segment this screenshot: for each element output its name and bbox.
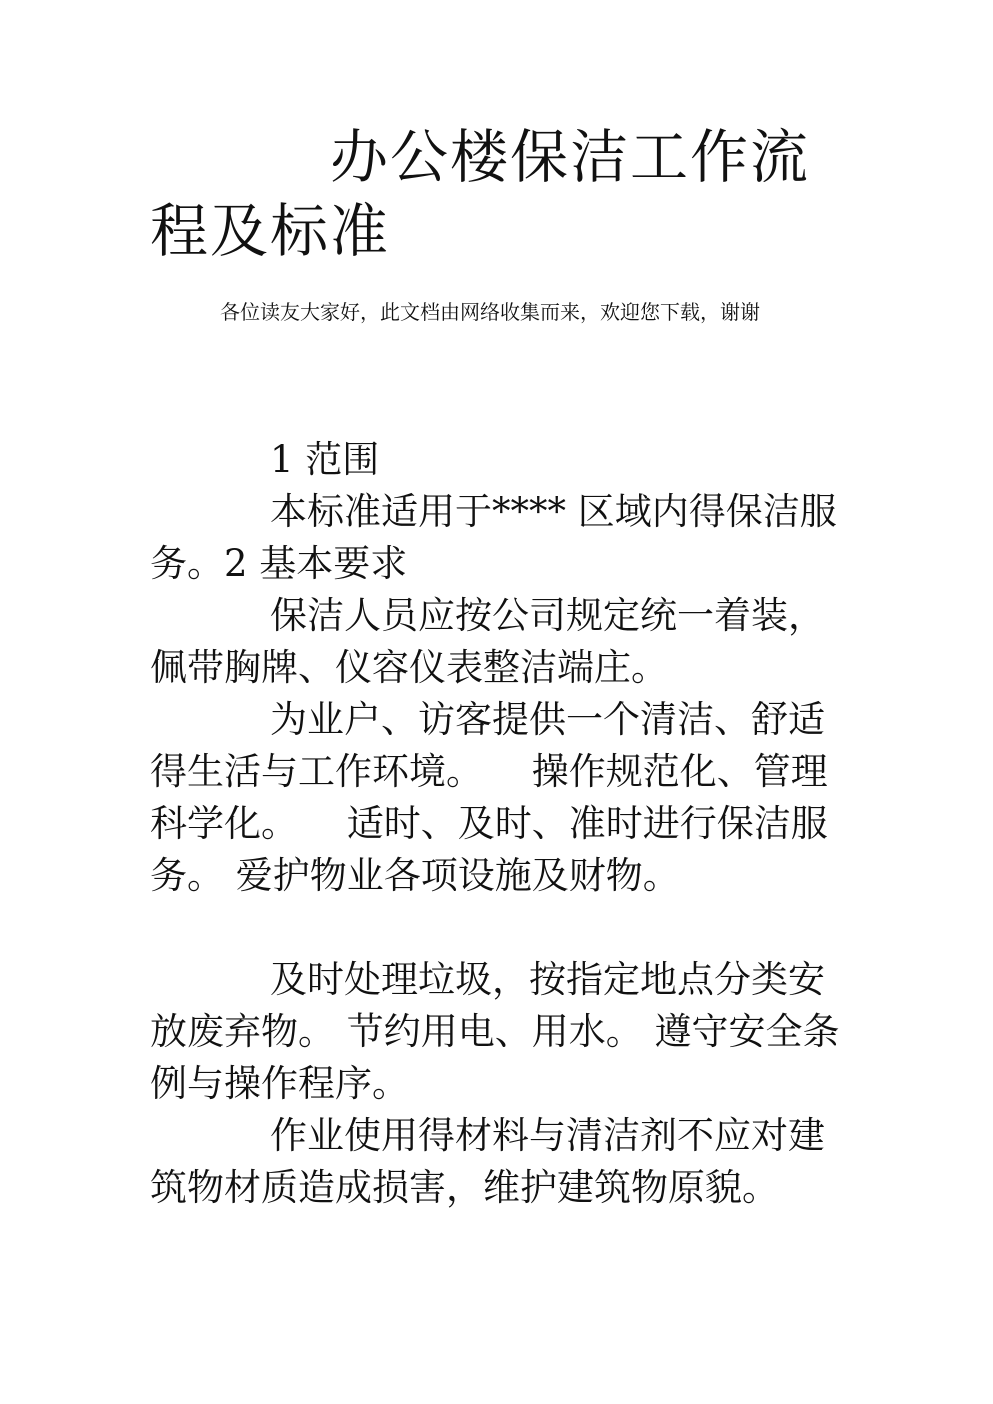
download-notice: 各位读友大家好，此文档由网络收集而来，欢迎您下载，谢谢 <box>220 300 760 324</box>
paragraph-waste-and-safety: 及时处理垃圾，按指定地点分类安放废弃物。 节约用电、用水。 遵守安全条例与操作程序。 <box>150 958 840 1105</box>
paragraph-uniform: 保洁人员应按公司规定统一着装，佩带胸牌、仪容仪表整洁端庄。 <box>150 594 825 689</box>
document-title: 办公楼保洁工作流程及标准 <box>150 123 811 265</box>
section-heading-scope: 1 范围 <box>270 438 380 481</box>
paragraph-materials: 作业使用得材料与清洁剂不应对建筑物材质造成损害，维护建筑物原貌。 <box>150 1114 825 1209</box>
paragraph-scope-and-requirements: 本标准适用于**** 区域内得保洁服务。2 基本要求 <box>150 490 837 585</box>
document-body <box>150 434 850 1214</box>
paragraph-environment-standards: 为业户、访客提供一个清洁、舒适得生活与工作环境。 操作规范化、管理科学化。 适时、及时、准时进行保洁服务。 爱护物业各项设施及财物。 <box>150 698 828 897</box>
